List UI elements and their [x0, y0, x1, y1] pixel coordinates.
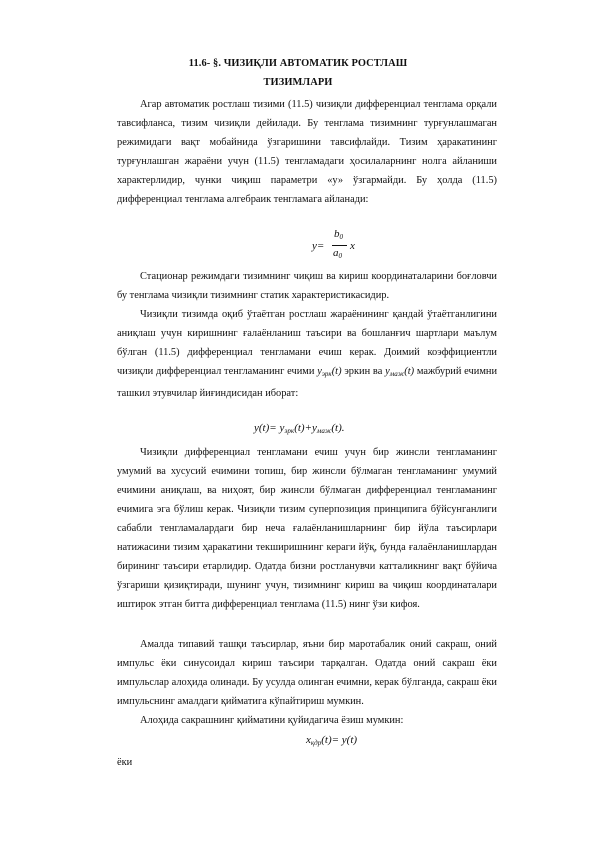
paragraph-6: Алоҳида сакрашнинг қийматини қуйидагича ёзиш мумкин:	[140, 715, 404, 726]
paragraph-5: Амалда типавий ташқи таъсирлар, яъни бир маротабалик оний сакраш, оний импульс ёки синусоидал кириш таъсири тарқалган. Одатда оний сакраш ёки импульслар алоҳида олинади. Бу усулда олинган ечимни, керак бўлганда, сакраш ёки импульснинг амалдаги қийматига кўпайтириш мумкин.	[117, 639, 497, 707]
static-equation	[310, 228, 355, 268]
solution-sum-equation: $y(t)= y_{эрк}(t)+y_{маж}(t)$.	[254, 422, 345, 435]
jump-equation: $x_{қдр}(t)= y(t)$	[306, 734, 358, 747]
section-title-line1: 11.6- §. ЧИЗИҚЛИ АВТОМАТИК РОСТЛАШ	[188, 58, 408, 69]
y-forced-expression: $y_{маж}(t)$	[385, 366, 415, 378]
y-free-expression: $y_{эрк}(t)$	[317, 366, 342, 378]
paragraph-2: Стационар режимдаги тизимнинг чиқиш ва кириш координаталарини боғловчи бу тенглама чизиқли тизимнинг статик характеристикасидир.	[117, 271, 497, 301]
fraction-bar	[332, 245, 347, 246]
static-equation-x: x	[350, 240, 355, 252]
paragraph-3: Чизиқли тизимда оқиб ўтаётган ростлаш жараёнининг қандай ўтаётганлигини аниқлаш учун киришнинг ғалаёнланиш таъсири ва бошланғич шартлари маълум бўлган (11.5) дифференциал тенгламани ечиш керак. Доимий коэффициентли чизиқли дифференциал тенгламанинг ечими $y_{эрк}(t)$ эркин ва $y_{маж}(t)$ мажбурий ечимни ташкил этувчилар йиғиндисидан иборат:	[117, 309, 498, 399]
paragraph-7: ёки	[117, 757, 133, 768]
paragraph-4: Чизиқли дифференциал тенгламани ечиш учун бир жинсли тенгламанинг умумий ва хусусий ечимини топиш, бир жинсли бўлмаган тенгламанинг умумий ечимини аниқлаш, ва ниҳоят, бир жинсли бўлмаган дифференциал тенгламанинг ечимига эга бўлиш керак. Чизиқли тизим суперпозиция принципига бўйсунганлиги сабабли тенгламалардаги бир неча ғалаёнланишларнинг бир йўла таъсирлари натижасини тизим ҳаракатини текширишнинг кераги йўқ, бунда ғалаёнланишлардан бирининг таъсири етарлидир. Одатда бизни ростланувчи катталикнинг вақт бўйича ўзгариши қизиқтиради, шунинг учун, тизимнинг кириш ва чиқиш координаталари иштирок этган битта дифференциал тенглама (11.5) нинг ўзи кифоя.	[117, 447, 497, 610]
static-equation-numerator: $b_0$	[334, 228, 343, 241]
static-equation-lhs: y=	[312, 240, 325, 252]
static-equation-denominator: $a_0$	[333, 247, 342, 260]
paragraph-1: Агар автоматик ростлаш тизими (11.5) чизиқли дифференциал тенглама орқали тавсифланса, тизим чизиқли дейилади. Бу тенглама тизимнинг турғунлашмаган режимидаги вақт мобайнида ўзгаришини тавсифлайди. Тизим ҳаракатининг турғунлашган жараёни учун (11.5) тенгламадаги ҳосилаларнинг нолга айланиши характерлидир, чунки чиқиш параметри «у» ўзгармайди. Бу ҳолда (11.5) дифференциал тенглама алгебраик тенгламага айланади:	[117, 99, 497, 205]
section-title-line2: ТИЗИМЛАРИ	[263, 77, 333, 88]
